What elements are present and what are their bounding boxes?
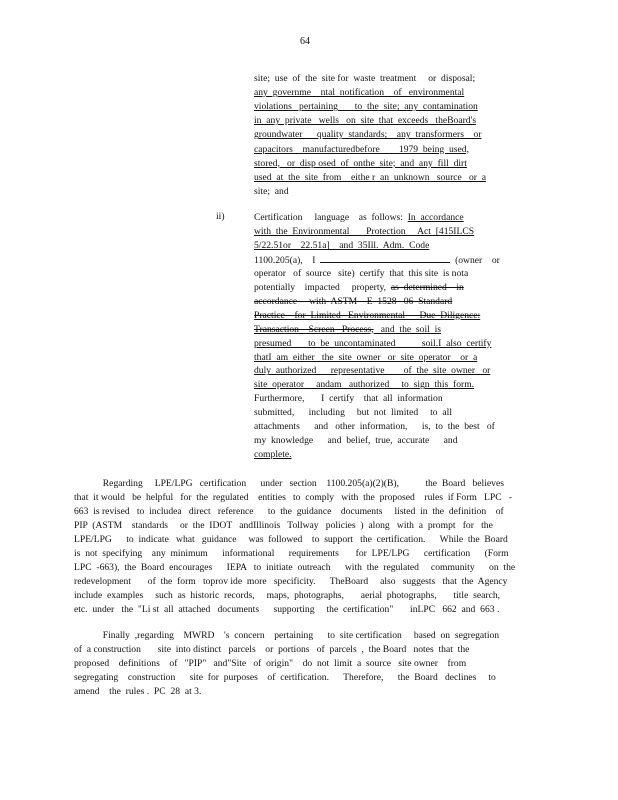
item-ii-label: ii) bbox=[216, 211, 225, 222]
text-segment: 1100.205(a), I bbox=[254, 254, 321, 266]
text-line: LPC -663), the Board encourages IEPA to initiate outreach with the regulated community on the bbox=[74, 562, 516, 573]
text-segment: Certification language as follows: bbox=[254, 212, 408, 223]
text-segment: violations pertaining to the site; any contamination bbox=[254, 101, 478, 113]
text-line bbox=[254, 157, 467, 170]
text-line bbox=[254, 114, 476, 127]
text-line bbox=[254, 364, 490, 377]
text-line bbox=[254, 72, 475, 85]
text-line bbox=[254, 128, 482, 141]
text-segment: Furthermore, I certify that all information bbox=[254, 393, 443, 405]
text-segment: with the Environmental Protection Act [415ILCS bbox=[254, 225, 475, 237]
text-line bbox=[254, 100, 478, 113]
text-segment: stored, or disp osed of onthe site; and any fill dirt bbox=[254, 157, 467, 169]
text-segment: site; and bbox=[254, 185, 289, 197]
text-segment: 5/22.51or 22.51a] and 35Ill. Adm. Code bbox=[254, 239, 430, 251]
text-line: etc. under the "Li st all attached documents supporting the certification" inLPC 662 and 663 . bbox=[74, 604, 500, 615]
text-line bbox=[254, 448, 292, 461]
text-segment: site operator andam authorized to sign this form. bbox=[254, 379, 475, 391]
text-segment: operator of source site) certify that this site is nota bbox=[254, 267, 469, 279]
text-line bbox=[254, 253, 500, 267]
text-line: segregating construction site for purposes of certification. Therefore, the Board declines to bbox=[74, 672, 496, 683]
text-line bbox=[254, 351, 477, 364]
text-segment: duly authorized representative of the site owner or bbox=[254, 365, 491, 377]
text-segment: In accordance bbox=[407, 212, 464, 223]
text-segment: thatI am either the site owner or site operator or a bbox=[254, 351, 478, 363]
text-line: is not specifying any minimum informational requirements for LPE/LPG certification (Form bbox=[74, 548, 509, 559]
text-line bbox=[254, 281, 464, 294]
text-segment: (owner or bbox=[450, 254, 500, 266]
text-segment: any governme ntal notification of environmental bbox=[254, 87, 465, 99]
text-segment: complete. bbox=[254, 449, 292, 461]
text-line bbox=[254, 420, 495, 433]
text-line bbox=[254, 86, 464, 99]
text-segment: presumed to be uncontaminated soil.I also certify bbox=[254, 337, 492, 349]
text-segment: as determined in bbox=[390, 281, 464, 293]
text-line: LPE/LPG to indicate what guidance was followed to support the certification. While the Board bbox=[74, 534, 508, 545]
text-line: amend the rules . PC 28 at 3. bbox=[74, 686, 202, 697]
text-segment: and the soil is bbox=[373, 323, 441, 335]
text-segment: potentially impacted property, bbox=[254, 281, 391, 293]
signature-blank bbox=[320, 253, 450, 263]
text-line: redevelopment of the form toprov ide more specificity. TheBoard also suggests that the Agency bbox=[74, 576, 508, 587]
text-line: Finally ,regarding MWRD 's concern pertaining to site certification based on segregation bbox=[74, 630, 500, 641]
text-segment: accordance with ASTM E 1528 06 Standard bbox=[254, 295, 453, 307]
text-segment: used at the site from eithe r an unknown source or a bbox=[254, 171, 487, 183]
text-line bbox=[254, 239, 429, 252]
text-line bbox=[254, 171, 486, 184]
text-line bbox=[254, 185, 289, 198]
text-line bbox=[254, 434, 458, 447]
text-line: Regarding LPE/LPG certification under section 1100.205(a)(2)(B), the Board believes bbox=[74, 478, 504, 489]
text-line bbox=[254, 406, 452, 419]
text-line bbox=[254, 309, 480, 322]
text-segment: my knowledge and belief, true, accurate and bbox=[254, 435, 458, 447]
text-line: PIP (ASTM standards or the IDOT andIllinois Tollway policies ) along with a prompt for the bbox=[74, 520, 493, 531]
text-line bbox=[254, 392, 443, 405]
text-line bbox=[254, 295, 452, 308]
text-line: include examples such as historic records, maps, photographs, aerial photographs, title search, bbox=[74, 590, 501, 601]
text-line: that it would be helpful for the regulated entities to comply with the proposed rules if Form LPC - bbox=[74, 492, 513, 503]
text-line bbox=[254, 211, 464, 224]
page-number: 64 bbox=[300, 36, 310, 47]
text-line bbox=[254, 267, 468, 280]
text-line bbox=[254, 337, 491, 350]
text-segment: Practice for Limited Environmental Due Diligence: bbox=[254, 309, 481, 321]
text-segment: Transaction Screen Process, bbox=[254, 323, 374, 335]
text-segment: attachments and other information, is, to the best of bbox=[254, 421, 495, 433]
text-segment: site; use of the site for waste treatment or disposal; bbox=[254, 73, 476, 84]
text-line: of a construction site into distinct parcels or portions of parcels , the Board notes that the bbox=[74, 644, 470, 655]
text-line: proposed definitions of "PIP" and"Site of origin" do not limit a source site owner from bbox=[74, 658, 467, 669]
text-line bbox=[254, 378, 474, 391]
text-segment: capacitors manufacturedbefore 1979 being used, bbox=[254, 143, 469, 155]
text-line bbox=[254, 323, 441, 336]
text-line: 663 is revised to includea direct reference to the guidance documents listed in the definition of bbox=[74, 506, 504, 517]
text-segment: groundwater quality standards; any transformers or bbox=[254, 129, 482, 141]
text-segment: submitted, including but not limited to all bbox=[254, 407, 452, 419]
text-line bbox=[254, 225, 474, 238]
text-segment: in any private wells on site that exceeds theBoard's bbox=[254, 115, 477, 127]
text-line bbox=[254, 143, 469, 156]
